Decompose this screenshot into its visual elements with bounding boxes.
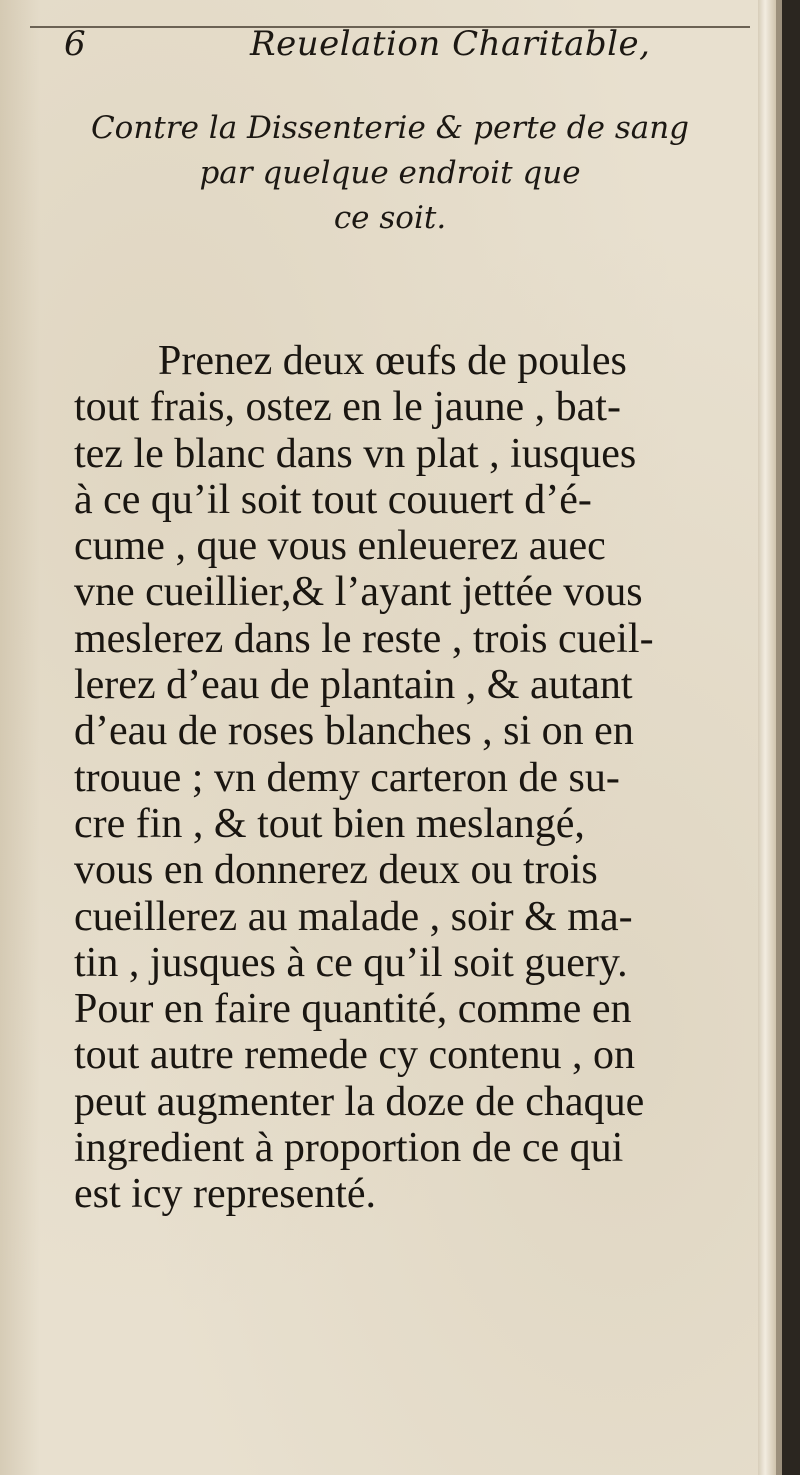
body-line: lerez d’eau de plantain , & autant bbox=[74, 662, 633, 709]
page-number: 6 bbox=[64, 24, 86, 64]
body-line: trouue ; vn demy carteron de su- bbox=[74, 754, 620, 801]
body-line: vous en donnerez deux ou trois bbox=[74, 847, 598, 894]
body-line: Pour en faire quantité, comme en bbox=[74, 986, 632, 1033]
body-line: à ce qu’il soit tout couuert d’é- bbox=[74, 476, 592, 523]
body-line: tez le blanc dans vn plat , iusques bbox=[74, 430, 637, 477]
heading-line: ce soit. bbox=[333, 200, 447, 236]
body-line: cre fin , & tout bien meslangé, bbox=[74, 800, 585, 847]
body-line: tout frais, ostez en le jaune , bat- bbox=[74, 384, 621, 431]
body-line: meslerez dans le reste , trois cueil- bbox=[74, 615, 654, 662]
body-line: ingredient à proportion de ce qui bbox=[74, 1125, 624, 1172]
running-head bbox=[0, 18, 782, 68]
body-line: cume , que vous enleuerez auec bbox=[74, 523, 606, 570]
heading-line: Contre la Dissenterie & perte de sang bbox=[90, 110, 690, 146]
body-line: d’eau de roses blanches , si on en bbox=[74, 708, 634, 755]
body-line: peut augmenter la doze de chaque bbox=[74, 1078, 645, 1125]
body-line: tin , jusques à ce qu’il soit guery. bbox=[74, 939, 628, 986]
body-line: Prenez deux œufs de poules bbox=[158, 338, 627, 384]
body-line: tout autre remede cy contenu , on bbox=[74, 1032, 635, 1079]
body-line: cueillerez au malade , soir & ma- bbox=[74, 893, 633, 940]
running-title: Reuelation Charitable, bbox=[250, 24, 651, 64]
body-line: vne cueillier,& l’ayant jettée vous bbox=[74, 569, 643, 616]
recipe-body bbox=[74, 338, 774, 1218]
recipe-heading bbox=[60, 106, 720, 241]
heading-line: par quelque endroit que bbox=[199, 155, 581, 191]
body-line: est icy representé. bbox=[74, 1171, 377, 1218]
